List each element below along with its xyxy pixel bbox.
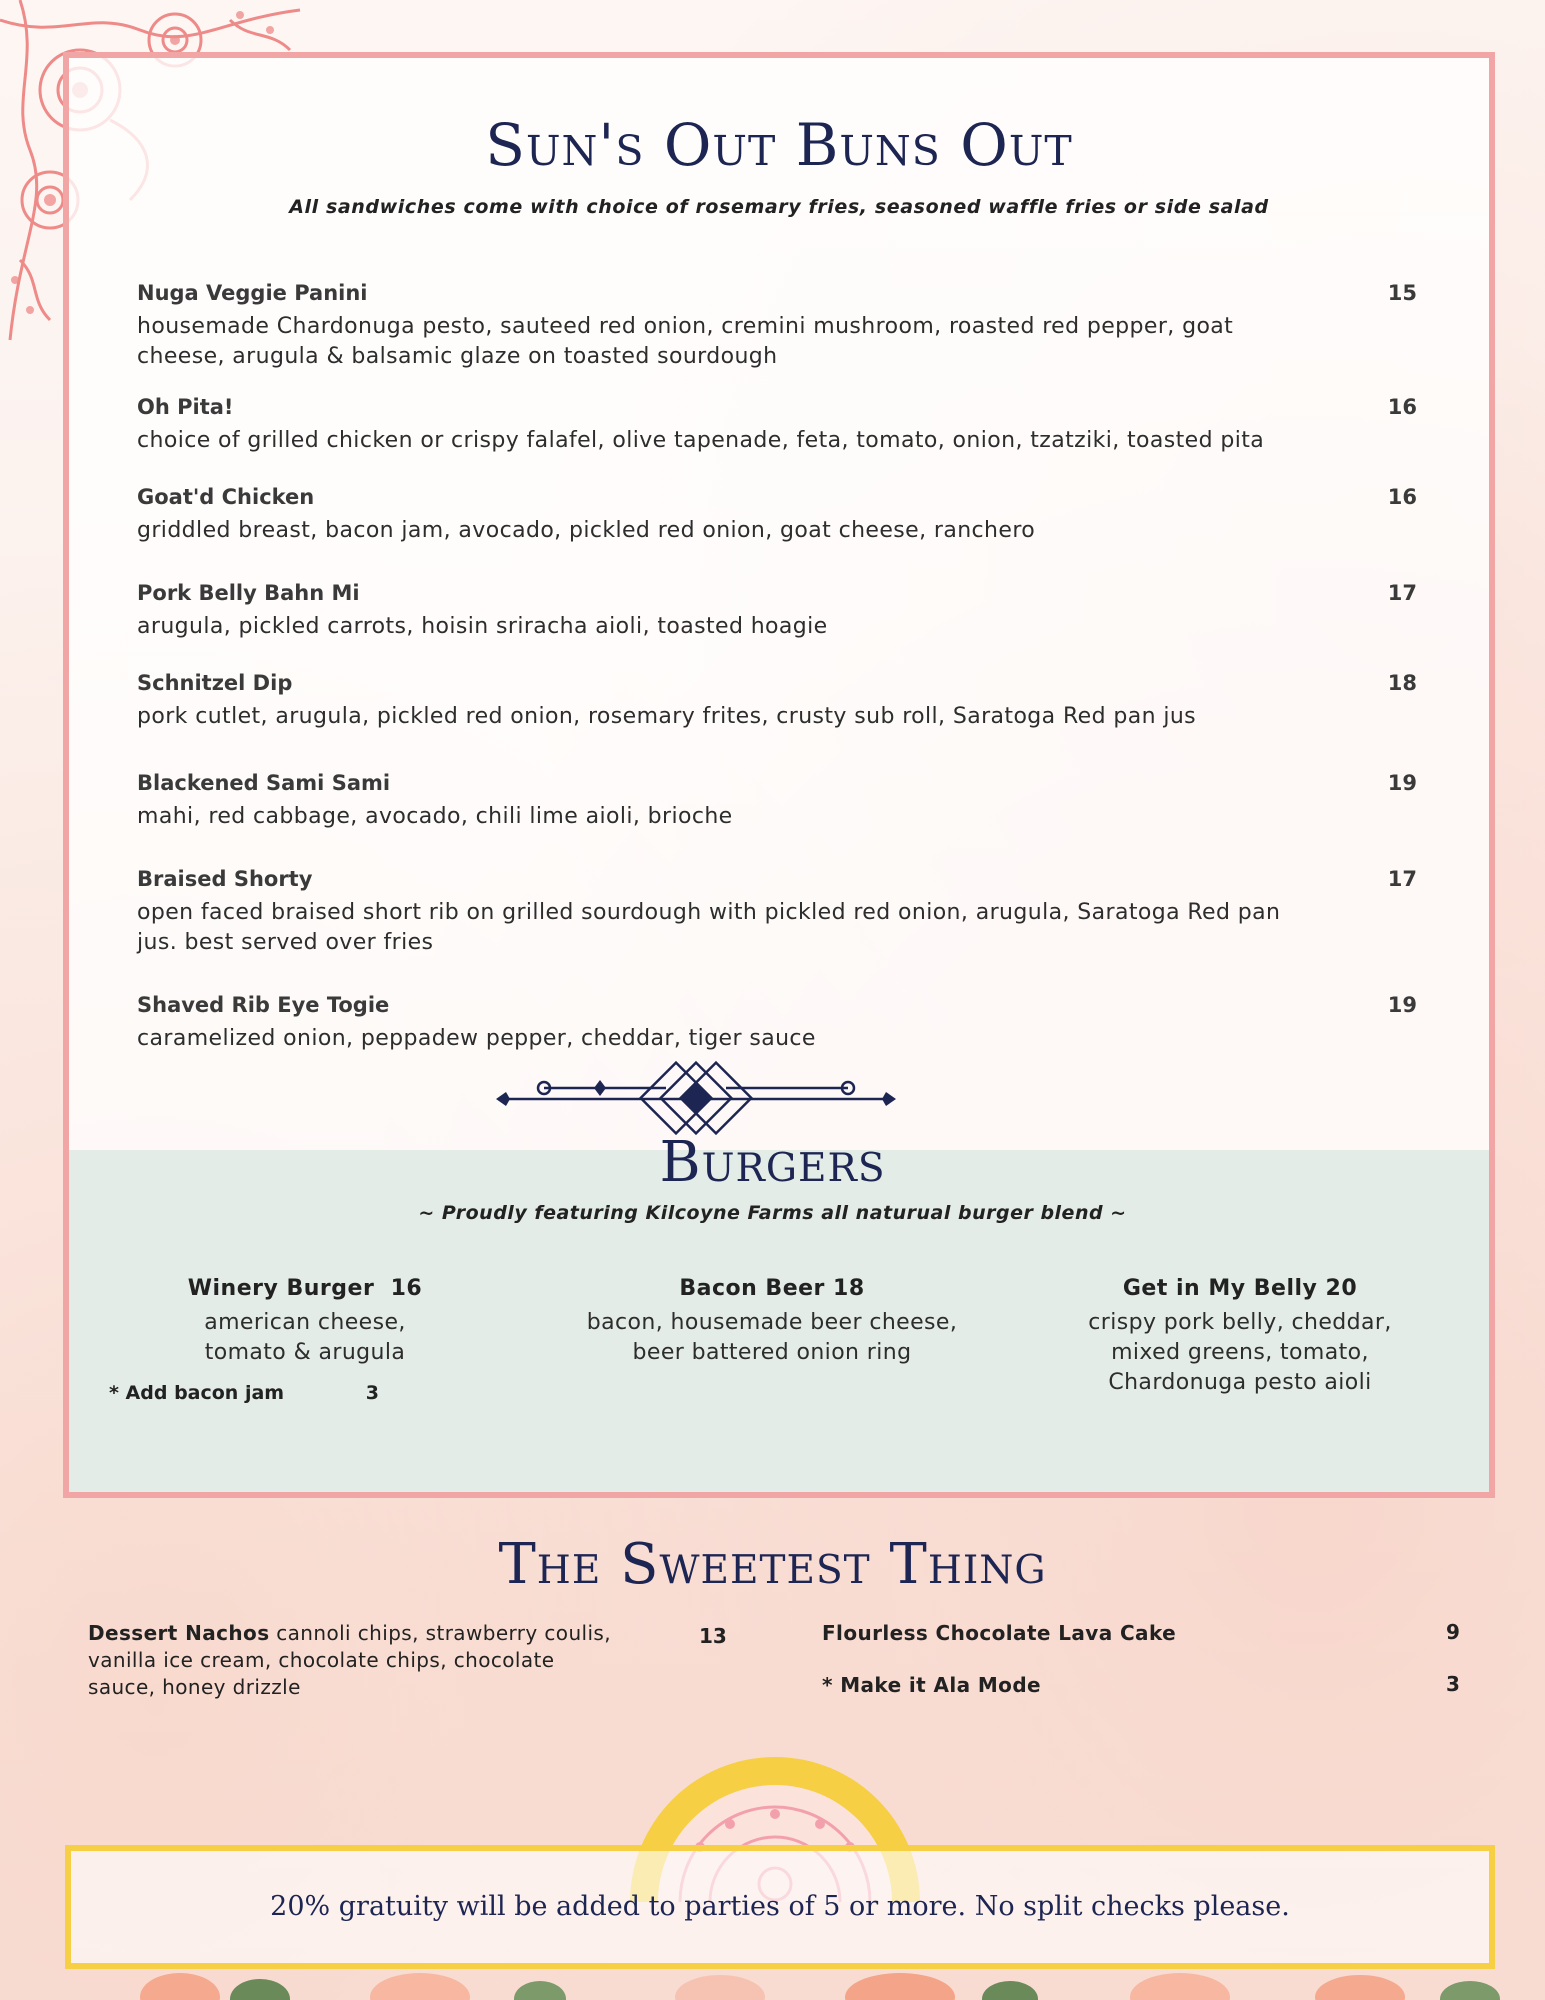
menu-item (137, 864, 1417, 958)
item-name: Braised Shorty (137, 867, 313, 891)
menu-item (137, 278, 1417, 372)
sandwiches-title: Sun's Out Buns Out (485, 111, 1073, 179)
dessert-name: Flourless Chocolate Lava Cake (822, 1621, 1177, 1645)
burger-addon (109, 1382, 379, 1404)
menu-item (137, 990, 1417, 1054)
burger-description: crispy pork belly, cheddar, mixed greens, tomato, Chardonuga pesto aioli (1088, 1310, 1392, 1395)
divider-ornament (486, 1056, 906, 1136)
dessert-name: Dessert Nachos (88, 1621, 270, 1645)
item-description: housemade Chardonuga pesto, sauteed red onion, cremini mushroom, roasted red pepper, goat cheese, arugula & balsamic glaze on toasted sourdough (137, 314, 1234, 369)
item-name: Oh Pita! (137, 395, 234, 419)
item-price: 19 (1387, 771, 1417, 795)
burgers-subtitle: ~ Proudly featuring Kilcoyne Farms all naturual burger blend ~ (418, 1202, 1127, 1224)
dessert-nachos (88, 1620, 618, 1701)
dessert-price: 9 (1446, 1620, 1460, 1644)
menu-item (137, 768, 1417, 832)
burger-item (1030, 1274, 1450, 1398)
burger-item (100, 1274, 510, 1368)
item-description: open faced braised short rib on grilled sourdough with pickled red onion, arugula, Saratoga Red pan jus. best served over fries (137, 900, 1281, 955)
item-price: 16 (1387, 485, 1417, 509)
item-description: mahi, red cabbage, avocado, chili lime aioli, brioche (137, 804, 733, 829)
item-name: Goat'd Chicken (137, 485, 315, 509)
burgers-title: Burgers (659, 1130, 886, 1195)
burger-description: bacon, housemade beer cheese, beer battered onion ring (586, 1310, 958, 1365)
item-name: Nuga Veggie Panini (137, 281, 368, 305)
item-description: griddled breast, bacon jam, avocado, pickled red onion, goat cheese, ranchero (137, 518, 1036, 543)
item-price: 17 (1387, 867, 1417, 891)
item-description: choice of grilled chicken or crispy falafel, olive tapenade, feta, tomato, onion, tzatziki, toasted pita (137, 428, 1265, 453)
item-description: arugula, pickled carrots, hoisin sriracha aioli, toasted hoagie (137, 614, 828, 639)
burger-description: american cheese, tomato & arugula (204, 1310, 406, 1365)
item-price: 16 (1387, 395, 1417, 419)
item-name: Shaved Rib Eye Togie (137, 993, 390, 1017)
burger-name-price: Winery Burger 16 (187, 1276, 423, 1301)
menu-item (137, 392, 1417, 456)
item-description: pork cutlet, arugula, pickled red onion, rosemary frites, crusty sub roll, Saratoga Red pan jus (137, 704, 1197, 729)
addon-price: 3 (365, 1382, 379, 1404)
dessert-description: cannoli chips, strawberry coulis, vanilla ice cream, chocolate chips, chocolate sauce, honey drizzle (88, 1621, 612, 1699)
dessert-price: 13 (699, 1624, 727, 1648)
item-name: Blackened Sami Sami (137, 771, 391, 795)
gratuity-text: 20% gratuity will be added to parties of 5 or more. No split checks please. (270, 1891, 1290, 1922)
dessert-addon-price: 3 (1446, 1672, 1460, 1696)
item-name: Pork Belly Bahn Mi (137, 581, 360, 605)
burger-item (562, 1274, 982, 1368)
item-name: Schnitzel Dip (137, 671, 293, 695)
floral-border-decoration (0, 1969, 1545, 2000)
sandwiches-subtitle: All sandwiches come with choice of rosemary fries, seasoned waffle fries or side salad (289, 196, 1269, 218)
item-price: 15 (1387, 281, 1417, 305)
menu-item (137, 668, 1417, 732)
item-description: caramelized onion, peppadew pepper, cheddar, tiger sauce (137, 1026, 816, 1051)
burger-name-price: Get in My Belly 20 (1122, 1276, 1358, 1301)
burger-name-price: Bacon Beer 18 (679, 1276, 865, 1301)
menu-item (137, 578, 1417, 642)
desserts-title: The Sweetest Thing (498, 1532, 1047, 1597)
item-price: 18 (1387, 671, 1417, 695)
item-price: 17 (1387, 581, 1417, 605)
item-price: 19 (1387, 993, 1417, 1017)
menu-item (137, 482, 1417, 546)
addon-label: * Add bacon jam (109, 1382, 285, 1404)
dessert-addon: * Make it Ala Mode (822, 1673, 1042, 1697)
gratuity-notice (65, 1845, 1495, 1969)
